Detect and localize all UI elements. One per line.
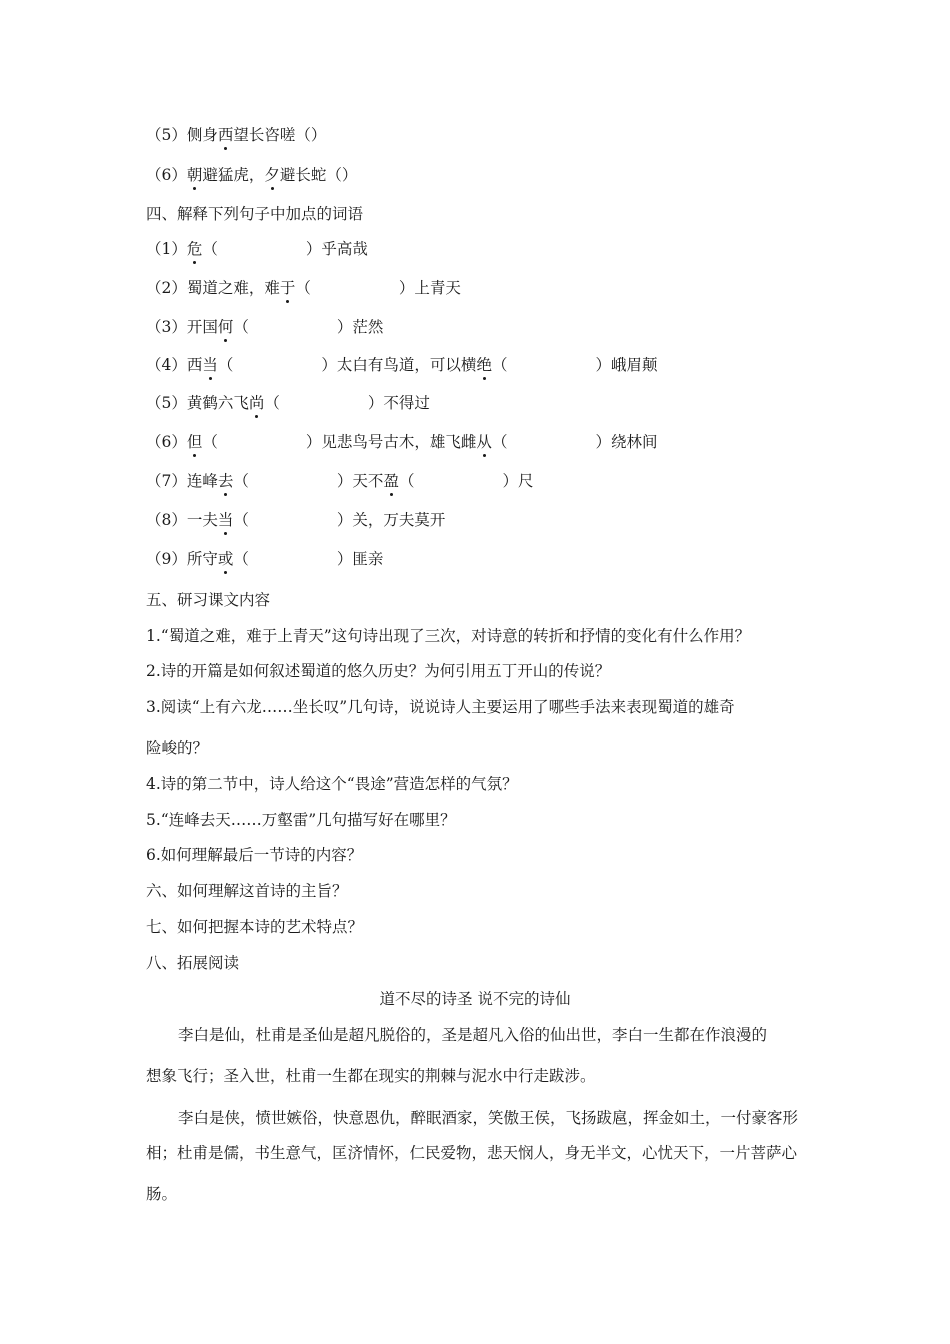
dotted-character: 尚: [248, 394, 265, 412]
dotted-character: 何: [217, 318, 234, 336]
section7-heading: 七、如何把握本诗的艺术特点？: [146, 918, 364, 936]
item-text: 西: [186, 356, 203, 374]
item-text: 侧身: [186, 126, 218, 144]
item-text: （: [398, 472, 415, 490]
s5-question-5: 5.“连峰去天……万壑雷”几句描写好在哪里？: [146, 811, 456, 829]
paragraph-2-line-1: 李白是侠，愤世嫉俗，快意恩仇，醉眠酒家，笑傲王侯，飞扬跋扈，挥金如土，一付豪客形: [178, 1109, 799, 1127]
item-text: ）不得过: [367, 394, 430, 412]
item-text: ）见悲鸟号古木，雄飞雌: [305, 433, 477, 451]
s4-item-3: [146, 317, 383, 337]
item-text: （: [491, 356, 508, 374]
item-number: （9）: [146, 550, 187, 568]
item-text: ）茫然: [336, 318, 384, 336]
item-text: （: [491, 433, 508, 451]
item-text: （: [295, 279, 311, 297]
s4-item-4: [146, 355, 657, 375]
s3-item-5: [146, 125, 326, 145]
item-text: （: [202, 433, 218, 451]
item-text: 黄鹤六飞: [186, 394, 249, 412]
item-text: （: [233, 472, 249, 490]
s5-question-4: 4.诗的第二节中，诗人给这个“畏途”营造怎样的气氛？: [146, 775, 518, 793]
dotted-character: 夕: [264, 166, 280, 184]
paragraph-1-line-2: 想象飞行；圣入世，杜甫一生都在现实的荆棘与泥水中行走跋涉。: [146, 1067, 596, 1085]
item-number: （6）: [146, 433, 187, 451]
item-text: 望长咨嗟（）: [233, 126, 327, 144]
dotted-character: 西: [217, 126, 234, 144]
s4-item-1: [146, 239, 368, 259]
section4-heading: 四、解释下列句子中加点的词语: [146, 205, 364, 223]
s4-item-8: [146, 510, 445, 530]
item-text: 一夫: [186, 511, 218, 529]
paragraph-1-line-1: 李白是仙，杜甫是圣仙是超凡脱俗的，圣是超凡入俗的仙出世，李白一生都在作浪漫的: [178, 1026, 768, 1044]
item-number: （2）: [146, 279, 187, 297]
dotted-character: 危: [186, 240, 203, 258]
paragraph-2-line-3: 肠。: [146, 1185, 178, 1203]
dotted-character: 绝: [476, 356, 492, 374]
item-text: （: [202, 240, 218, 258]
item-text: ）峨眉颠: [595, 356, 658, 374]
paragraph-2-line-2: 相；杜甫是儒，书生意气，匡济情怀，仁民爱物，悲天悯人，身无半文，心忧天下，一片菩萨心: [146, 1144, 798, 1162]
item-text: ）太白有鸟道，可以横: [321, 356, 477, 374]
article-title: 道不尽的诗圣 说不完的诗仙: [379, 990, 571, 1008]
s5-question-2: 2.诗的开篇是如何叙述蜀道的悠久历史？为何引用五丁开山的传说？: [146, 662, 611, 680]
item-number: （4）: [146, 356, 187, 374]
s4-item-7: [146, 471, 533, 491]
s4-item-6: [146, 432, 657, 452]
item-number: （5）: [146, 394, 187, 412]
item-text: ）匪亲: [336, 550, 384, 568]
s3-item-6: [146, 165, 357, 185]
item-text: ）天不: [336, 472, 384, 490]
item-number: （7）: [146, 472, 187, 490]
item-text: ）绕林间: [595, 433, 658, 451]
dotted-character: 当: [202, 356, 218, 374]
section6-heading: 六、如何理解这首诗的主旨？: [146, 882, 348, 900]
dotted-character: 当: [217, 511, 234, 529]
dotted-character: 但: [186, 433, 203, 451]
item-number: （3）: [146, 318, 187, 336]
item-text: ）尺: [502, 472, 534, 490]
item-text: （: [233, 318, 249, 336]
item-text: 避长蛇（）: [279, 166, 358, 184]
s5-question-3-line-1: 3.阅读“上有六龙……坐长叹”几句诗，说说诗人主要运用了哪些手法来表现蜀道的雄奇: [146, 698, 735, 716]
item-text: 所守: [186, 550, 218, 568]
item-text: 开国: [186, 318, 218, 336]
item-number: （6）: [146, 166, 187, 184]
item-text: ）关，万夫莫开: [336, 511, 446, 529]
item-number: （5）: [146, 126, 187, 144]
s5-question-1: 1.“蜀道之难，难于上青天”这句诗出现了三次，对诗意的转折和抒情的变化有什么作用？: [146, 627, 751, 645]
dotted-character: 从: [476, 433, 492, 451]
item-text: ）上青天: [398, 279, 461, 297]
s4-item-2: [146, 278, 461, 298]
item-text: 避猛虎，: [202, 166, 265, 184]
dotted-character: 朝: [186, 166, 203, 184]
s4-item-9: [146, 549, 383, 569]
section8-heading: 八、拓展阅读: [146, 954, 240, 972]
item-number: （1）: [146, 240, 187, 258]
s4-item-5: [146, 393, 430, 413]
s5-question-3-line-2: 险峻的？: [146, 739, 209, 757]
item-text: （: [264, 394, 280, 412]
item-text: 连峰: [186, 472, 218, 490]
dotted-character: 于: [279, 279, 296, 297]
s5-question-6: 6.如何理解最后一节诗的内容？: [146, 846, 363, 864]
item-text: ）乎高哉: [305, 240, 368, 258]
item-number: （8）: [146, 511, 187, 529]
item-text: （: [233, 550, 249, 568]
dotted-character: 去: [217, 472, 234, 490]
dotted-character: 或: [217, 550, 234, 568]
item-text: （: [233, 511, 249, 529]
item-text: 蜀道之难，难: [186, 279, 280, 297]
section5-heading: 五、研习课文内容: [146, 591, 271, 609]
item-text: （: [217, 356, 234, 374]
dotted-character: 盈: [383, 472, 399, 490]
